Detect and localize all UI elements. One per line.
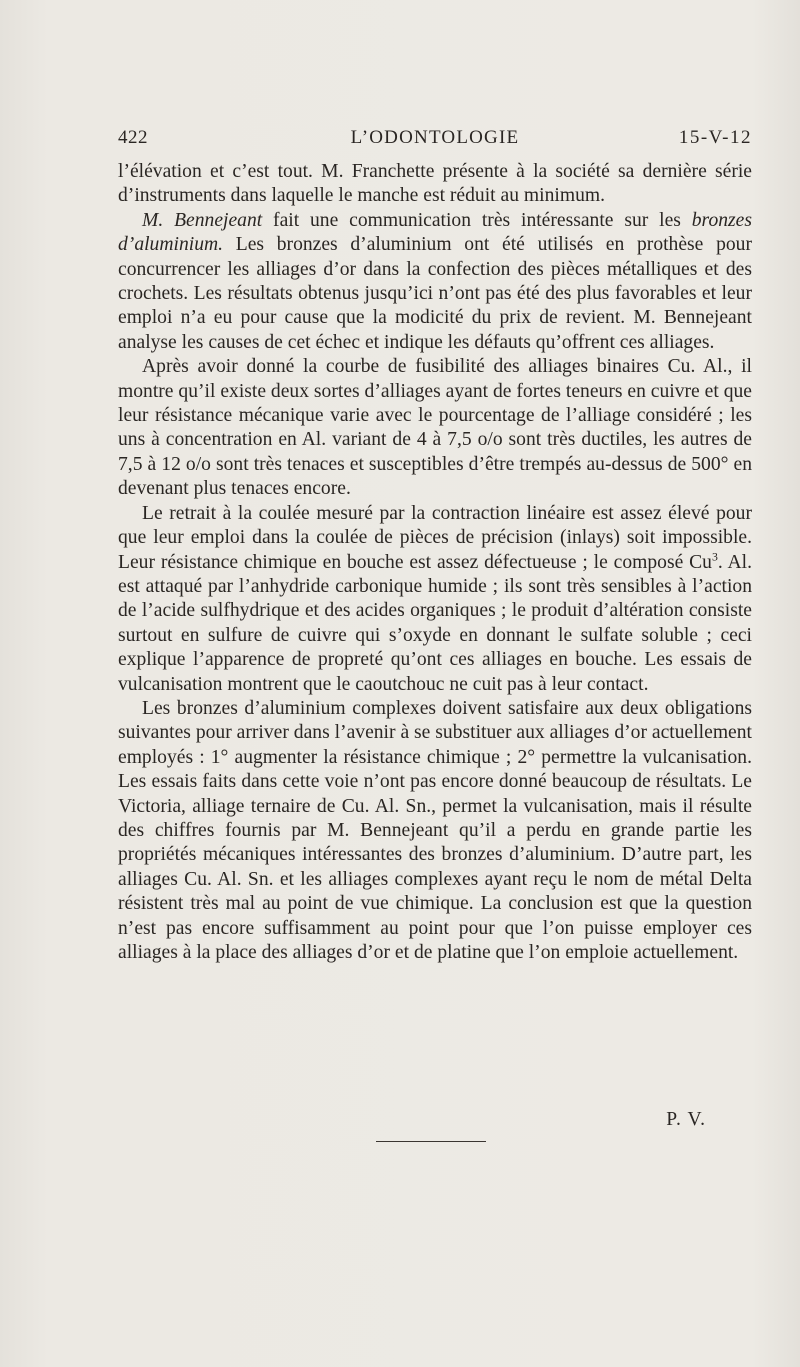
speaker-name: M. Bennejeant [142,209,263,231]
paragraph-3: Après avoir donné la courbe de fusibilité des alliages binaires Cu. Al., il montre qu’il existe deux sortes d’alliages ayant de fortes teneurs en cuivre et que leur résistance mécanique varie avec le pourcentage de l’alliage considéré ; les uns à concentration en Al. variant de 4 à 7,5 o/o sont très ductiles, les autres de 7,5 à 12 o/o sont très tenaces et susceptibles d’être trempés au-dessus de 500° en devenant plus tenaces encore. [118,356,752,500]
journal-title: L’ODONTOLOGIE [350,127,520,148]
paragraph-4-part-a: Le retrait à la coulée mesuré par la contraction linéaire est assez élevé pour que leur emploi dans la coulée de pièces de précision (inlays) soit impossible. Leur résistance chimique en bouche est assez défectueuse ; le composé Cu [118,502,752,573]
paragraph-2-body: Les bronzes d’aluminium ont été utilisés en prothèse pour concurrencer les alliages d’or dans la confection des pièces métalliques et des crochets. Les résultats obtenus jusqu’ici n’ont pas été des plus favorables et leur emploi n’a eu pour cause que la modicité du prix de revient. M. Bennejeant analyse les causes de cet échec et indique les défauts qu’offrent ces alliages. [118,234,752,353]
issue-date: 15-V-12 [678,127,752,148]
paragraph-4 [118,502,752,697]
paragraph-1: l’élévation et c’est tout. M. Franchette présente à la société sa dernière série d’instruments dans laquelle le manche est réduit au minimum. [118,161,752,207]
signature: P. V. [666,1109,706,1130]
paragraph-2-intro: fait une communication très intéressante sur les [262,209,692,231]
paragraph-5: Les bronzes d’aluminium complexes doivent satisfaire aux deux obligations suivantes pour arriver dans l’avenir à se substituer aux alliages d’or actuellement employés : 1° augmenter la résistance chimique ; 2° permettre la vulcanisation. Les essais faits dans cette voie n’ont pas encore donné beaucoup de résultats. Le Victoria, alliage ternaire de Cu. Al. Sn., permet la vulcanisation, mais il résulte des chiffres fournis par M. Bennejeant qu’il a perdu en grande partie les propriétés mécaniques intéressantes des bronzes d’aluminium. D’autre part, les alliages Cu. Al. Sn. et les alliages complexes ayant reçu le nom de métal Delta résistent très mal au point de vue chimique. La conclusion est que la question n’est pas encore suffisamment au point pour que l’on puisse employer ces alliages à la place des alliages d’or et de platine que l’on emploie actuellement. [118,697,752,963]
page-number: 422 [118,127,148,148]
paragraph-4-part-b: . Al. est attaqué par l’anhydride carbonique humide ; ils sont très sensibles à l’action de l’acide sulfhydrique et des acides organiques ; le produit d’altération consiste surtout en sulfure de cuivre qui s’oxyde en donnant le sulfate soluble ; ceci explique l’apparence de propreté qu’ont ces alliages en bouche. Les essais de vulcanisation montrent que le caoutchouc ne cuit pas à leur contact. [118,551,752,695]
paragraph-2 [118,209,752,355]
superscript: 3 [711,549,718,563]
section-divider [376,1141,486,1142]
running-header [118,127,752,153]
article-body [118,160,752,965]
topic-title: bronzes d’aluminium. [118,209,752,256]
